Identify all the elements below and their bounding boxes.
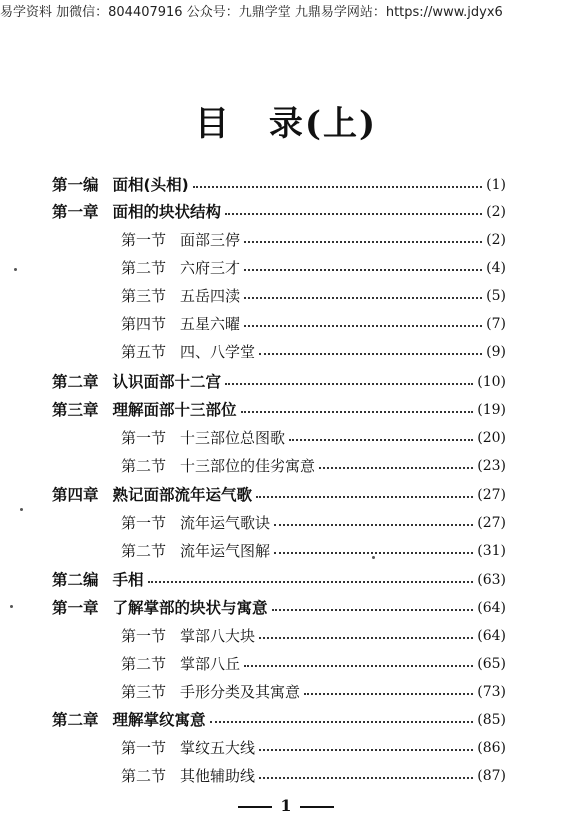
dot-leader (319, 467, 473, 469)
toc-row-title: 掌纹五大线 (180, 739, 256, 757)
toc-row-page: (7) (486, 316, 506, 332)
dot-leader (259, 637, 473, 639)
toc-row-page: (23) (477, 458, 506, 474)
toc-row-label: 第二节 (121, 457, 167, 475)
toc-row (121, 228, 506, 252)
toc-row-label: 第一节 (121, 429, 167, 447)
dot-leader (272, 609, 474, 611)
toc-row (52, 370, 506, 394)
toc-row-page: (9) (486, 344, 506, 360)
dot-leader (244, 269, 482, 271)
toc-row-page: (27) (477, 515, 506, 531)
toc-row-label: 第二编 (52, 571, 99, 589)
toc-row-title: 十三部位的佳劣寓意 (180, 457, 316, 475)
toc-row-label: 第五节 (121, 343, 167, 361)
toc-row-title: 六府三才 (180, 259, 241, 277)
toc-row-label: 第一节 (121, 627, 167, 645)
toc-row (121, 652, 506, 676)
toc-row-label: 第二节 (121, 767, 167, 785)
dot-leader (259, 749, 473, 751)
toc-row-title: 熟记面部流年运气歌 (112, 486, 253, 504)
dot-leader (225, 213, 482, 215)
toc-row-page: (27) (477, 487, 506, 503)
footer-dash-right (300, 806, 334, 808)
toc-row (121, 454, 506, 478)
toc-row-label: 第一章 (52, 203, 99, 221)
toc-row (121, 680, 506, 704)
toc-row-page: (10) (477, 374, 506, 390)
dot-leader (274, 524, 473, 526)
toc-row-label: 第一章 (52, 599, 99, 617)
toc-row-label: 第一节 (121, 514, 167, 532)
scan-speck (372, 556, 375, 559)
toc-row-title: 了解掌部的块状与寓意 (112, 599, 268, 617)
toc-row (121, 764, 506, 788)
toc-row-page: (1) (486, 177, 506, 193)
toc-row-page: (64) (477, 600, 506, 616)
page-number: 1 (280, 796, 292, 815)
toc-row-page: (64) (477, 628, 506, 644)
toc-row-title: 手相 (112, 571, 144, 589)
dot-leader (244, 241, 482, 243)
toc-row-title: 五岳四渎 (180, 287, 241, 305)
toc-row-title: 面相的块状结构 (112, 203, 222, 221)
toc-row (52, 708, 506, 732)
dot-leader (225, 383, 473, 385)
toc-row-page: (85) (477, 712, 506, 728)
toc-row-page: (63) (477, 572, 506, 588)
toc-row (121, 256, 506, 280)
title-char-mu: 目 (194, 104, 231, 144)
toc-row-label: 第二节 (121, 259, 167, 277)
toc-row-title: 十三部位总图歌 (180, 429, 286, 447)
dot-leader (210, 721, 474, 723)
toc-row (52, 173, 506, 197)
toc-row (121, 511, 506, 535)
toc-row (121, 624, 506, 648)
dot-leader (244, 297, 482, 299)
watermark-text: 易学资料 加微信：804407916 公众号：九鼎学堂 九鼎易学网站：https://www.jdyx6 (0, 5, 503, 20)
footer-dash-left (238, 806, 272, 808)
toc-row-label: 第二节 (121, 542, 167, 560)
toc-row-title: 掌部八丘 (180, 655, 241, 673)
dot-leader (244, 665, 473, 667)
dot-leader (148, 581, 474, 583)
toc-row-page: (5) (486, 288, 506, 304)
toc-row-title: 理解面部十三部位 (112, 401, 237, 419)
toc-row-label: 第一节 (121, 231, 167, 249)
dot-leader (289, 439, 473, 441)
toc-row-title: 面部三停 (180, 231, 241, 249)
toc-row-label: 第一编 (52, 176, 99, 194)
toc-row (52, 596, 506, 620)
dot-leader (304, 693, 473, 695)
toc-row-title: 其他辅助线 (180, 767, 256, 785)
toc-row-page: (2) (486, 232, 506, 248)
toc-row-label: 第三节 (121, 683, 167, 701)
toc-row (52, 483, 506, 507)
scan-speck (20, 508, 23, 511)
dot-leader (259, 353, 482, 355)
toc-row-label: 第二节 (121, 655, 167, 673)
title-char-lu: 录(上) (268, 104, 378, 144)
toc-row (121, 312, 506, 336)
toc-row-title: 流年运气歌诀 (180, 514, 271, 532)
scan-speck (10, 605, 13, 608)
toc-row-page: (31) (477, 543, 506, 559)
dot-leader (244, 325, 482, 327)
toc-row-label: 第二章 (52, 373, 99, 391)
toc-row (52, 398, 506, 422)
toc-row-label: 第一节 (121, 739, 167, 757)
toc-row-title: 掌部八大块 (180, 627, 256, 645)
toc-row-title: 面相(头相) (112, 176, 189, 194)
dot-leader (274, 552, 473, 554)
toc-row-page: (20) (477, 430, 506, 446)
dot-leader (259, 777, 473, 779)
toc-row (121, 426, 506, 450)
toc-row (121, 736, 506, 760)
toc-row-title: 流年运气图解 (180, 542, 271, 560)
toc-row-label: 第三章 (52, 401, 99, 419)
scan-speck (14, 268, 17, 271)
dot-leader (241, 411, 474, 413)
toc-row-label: 第三节 (121, 287, 167, 305)
toc-row (52, 568, 506, 592)
toc-row-label: 第四节 (121, 315, 167, 333)
dot-leader (256, 496, 473, 498)
toc-row-title: 手形分类及其寓意 (180, 683, 301, 701)
toc-row-page: (4) (486, 260, 506, 276)
toc-row (121, 284, 506, 308)
toc-row-page: (86) (477, 740, 506, 756)
toc-row-title: 认识面部十二宫 (112, 373, 222, 391)
dot-leader (193, 186, 482, 188)
toc-row-label: 第二章 (52, 711, 99, 729)
toc-row-page: (73) (477, 684, 506, 700)
toc-row (121, 340, 506, 364)
toc-row-page: (2) (486, 204, 506, 220)
page-footer (0, 796, 572, 815)
toc-row-title: 四、八学堂 (180, 343, 256, 361)
toc-row-page: (65) (477, 656, 506, 672)
toc-row-page: (87) (477, 768, 506, 784)
toc-row-page: (19) (477, 402, 506, 418)
toc-row (52, 200, 506, 224)
toc-row (121, 539, 506, 563)
toc-row-title: 理解掌纹寓意 (112, 711, 206, 729)
toc-row-label: 第四章 (52, 486, 99, 504)
toc-row-title: 五星六曜 (180, 315, 241, 333)
